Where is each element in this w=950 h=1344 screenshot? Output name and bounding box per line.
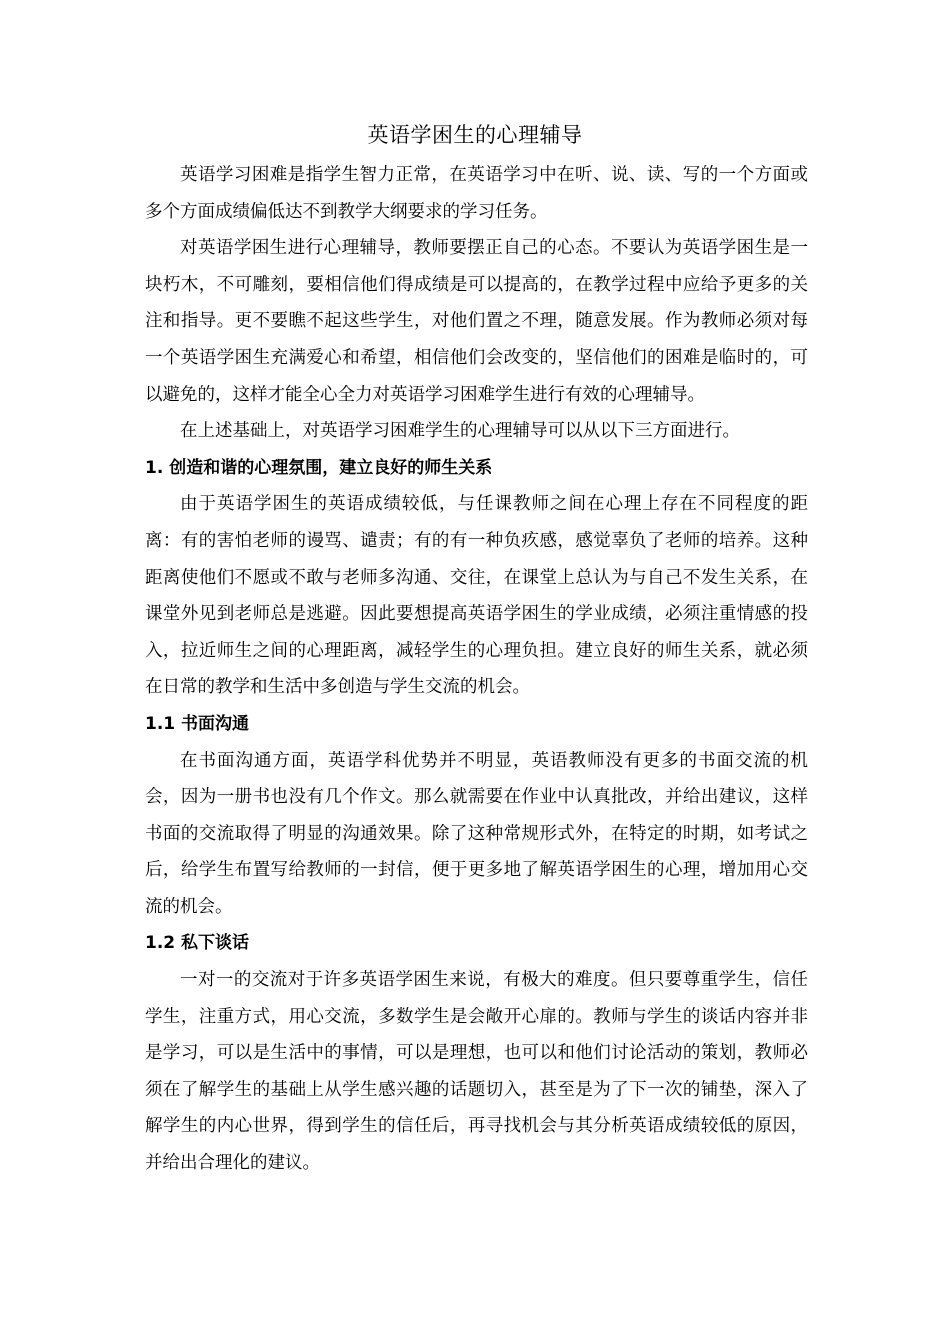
section-heading-1-2: 1.2 私下谈话 <box>145 933 250 954</box>
section-heading-1: 1. 创造和谐的心理氛围，建立良好的师生关系 <box>145 457 493 478</box>
paragraph-teacher-attitude: 对英语学困生进行心理辅导，教师要摆正自己的心态。不要认为英语学困生是一块朽木，不可雕刻，要相信他们得成绩是可以提高的，在教学过程中应给予更多的关注和指导。更不要瞧不起这些学生，对他们置之不理，随意发展。作为教师必须对每一个英语学困生充满爱心和希望，相信他们会改变的，坚信他们的困难是临时的，可以避免的，这样才能全心全力对英语学习困难学生进行有效的心理辅导。 <box>145 238 808 405</box>
document-body <box>145 157 808 1182</box>
paragraph-written-communication: 在书面沟通方面，英语学科优势并不明显，英语教师没有更多的书面交流的机会，因为一册书也没有几个作文。那么就需要在作业中认真批改，并给出建议，这样书面的交流取得了明显的沟通效果。除了这种常规形式外，在特定的时期，如考试之后，给学生布置写给教师的一封信，便于更多地了解英语学困生的心理，增加用心交流的机会。 <box>145 750 808 917</box>
paragraph-three-aspects: 在上述基础上，对英语学习困难学生的心理辅导可以从以下三方面进行。 <box>180 421 740 442</box>
paragraph-section-1: 由于英语学困生的英语成绩较低，与任课教师之间在心理上存在不同程度的距离：有的害怕老师的谩骂、谴责；有的有一种负疚感，感觉辜负了老师的培养。这种距离使他们不愿或不敢与老师多沟通、交往，在课堂上总认为与自己不发生关系，在课堂外见到老师总是逃避。因此要想提高英语学困生的学业成绩，必须注重情感的投入，拉近师生之间的心理距离，减轻学生的心理负担。建立良好的师生关系，就必须在日常的教学和生活中多创造与学生交流的机会。 <box>145 494 808 698</box>
paragraph-definition: 英语学习困难是指学生智力正常，在英语学习中在听、说、读、写的一个方面或多个方面成绩偏低达不到教学大纲要求的学习任务。 <box>145 165 808 222</box>
paragraph-private-talk: 一对一的交流对于许多英语学困生来说，有极大的难度。但只要尊重学生，信任学生，注重方式，用心交流，多数学生是会敞开心扉的。教师与学生的谈话内容并非是学习，可以是生活中的事情，可以是理想，也可以和他们讨论活动的策划，教师必须在了解学生的基础上从学生感兴趣的话题切入，甚至是为了下一次的铺垫，深入了解学生的内心世界，得到学生的信任后，再寻找机会与其分析英语成绩较低的原因，并给出合理化的建议。 <box>145 970 808 1174</box>
document-title: 英语学困生的心理辅导 <box>367 123 583 147</box>
section-heading-1-1: 1.1 书面沟通 <box>145 713 250 734</box>
